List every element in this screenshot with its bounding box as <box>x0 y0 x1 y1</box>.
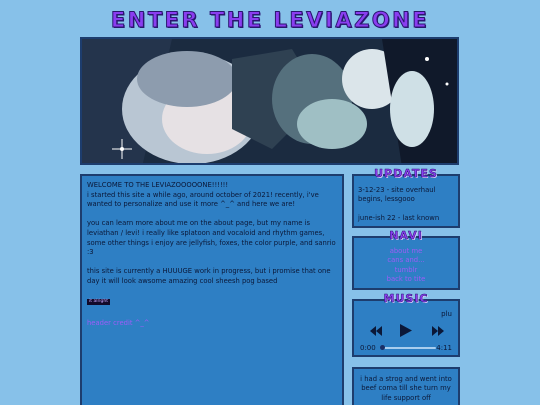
status-badge: it alright <box>89 299 109 305</box>
site-title: ENTER THE LEVIAZONE <box>110 8 430 32</box>
intro-paragraph-1: WELCOME TO THE LEVIAZOOOOONE!!!!!! i started this site a while ago, around october of 2021! recently, i've wanted to personalize and use it more ^_^ and here we are! <box>87 181 319 209</box>
nav-link-cans[interactable]: cans and... <box>387 256 425 265</box>
note-text: i had a strog and went into beef coma till she turn my life support off <box>360 375 452 402</box>
main-content-panel <box>80 174 344 405</box>
progress-knob[interactable] <box>380 345 385 350</box>
navi-panel <box>352 236 460 290</box>
update-entry: june-ish 22 - last known <box>358 214 440 223</box>
header-credit-link[interactable]: header credit ^_^ <box>87 318 150 327</box>
updates-panel[interactable] <box>352 174 460 228</box>
fast-forward-icon[interactable] <box>432 326 444 336</box>
updates-heading: UPDATES <box>374 167 438 180</box>
header-banner-image <box>80 37 459 165</box>
progress-bar[interactable] <box>382 347 436 349</box>
music-heading: MUSIC <box>383 292 429 305</box>
update-entry: 3-12-23 - site overhaul begins, lessgooo <box>358 186 436 203</box>
current-time: 0:00 <box>360 344 376 352</box>
nav-link-about[interactable]: about me <box>389 247 423 255</box>
music-player <box>352 299 460 357</box>
duration: 4:11 <box>436 344 452 352</box>
navi-heading: NAVI <box>389 229 423 242</box>
play-icon[interactable] <box>400 324 412 337</box>
note-panel <box>352 367 460 405</box>
nav-link-tumblr[interactable]: tumblr <box>394 265 418 274</box>
banner-artwork <box>82 39 459 165</box>
rewind-icon[interactable] <box>370 326 382 336</box>
intro-text <box>82 176 342 328</box>
nav-link-back[interactable]: back to tite <box>386 275 426 284</box>
track-title: plu <box>441 310 452 318</box>
intro-paragraph-3: this site is currently a HUUUGE work in progress, but i promise that one day it will look awsome amazing cool sheesh pog based <box>87 267 331 285</box>
intro-paragraph-2: you can learn more about me on the about page, but my name is leviathan / levi! i really like splatoon and vocaloid and rhythm games, some other things i enjoy are jellyfish, foxes, the color purple, and sanrio :3 <box>87 219 336 257</box>
